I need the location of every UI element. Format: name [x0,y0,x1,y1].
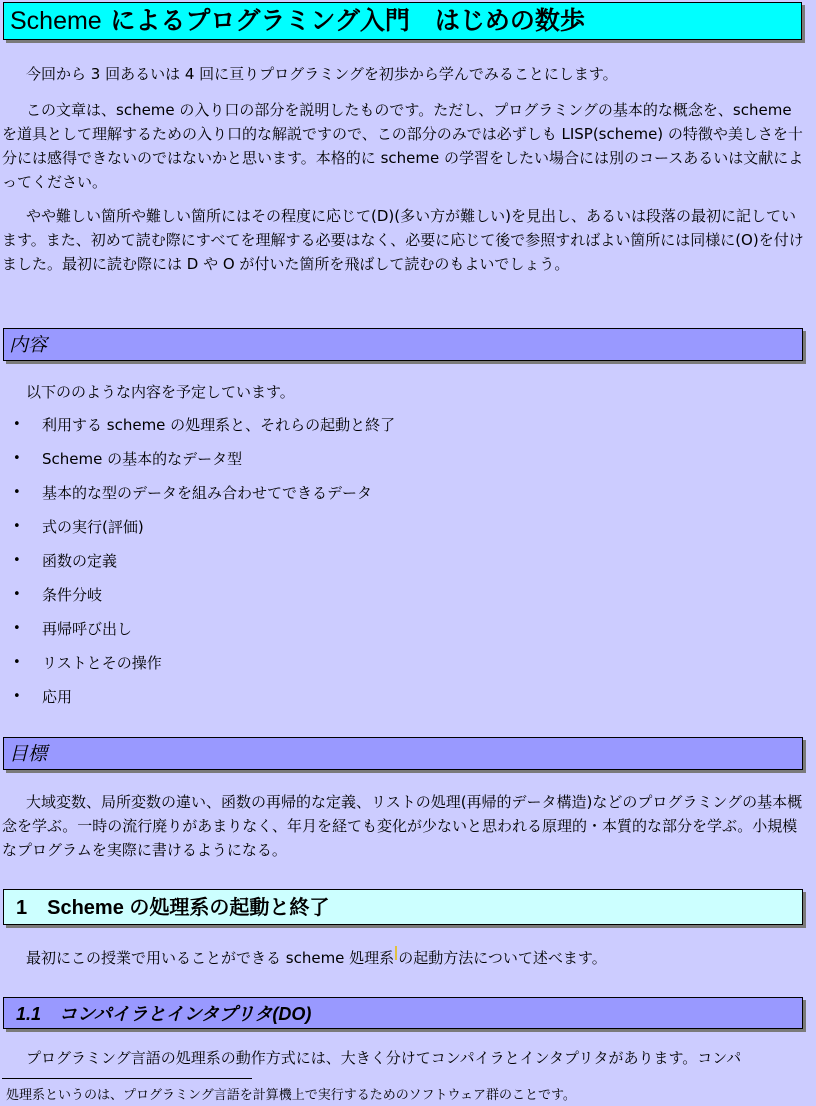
contents-item [0,615,395,649]
footnote-divider [2,1078,252,1079]
goals-paragraph: 大域変数、局所変数の違い、函数の再帰的な定義、リストの処理(再帰的データ構造)などのプログラミングの基本概念を学ぶ。一時の流行廃りがあまりなく、年月を経ても変化が少ないと思われる原理的・本質的な部分を学ぶ。小規模なプログラムを実際に書けるようになる。 [2,793,803,859]
section-1-paragraph: 最初にこの授業で用いることができる scheme 処理系 の起動方法について述べます。 [2,946,810,970]
section-1-1-paragraph: プログラミング言語の処理系の動作方式には、大きく分けてコンパイラとインタプリタがあります。コンパ [26,1049,742,1067]
goals-heading: 目標 [9,743,48,765]
contents-heading: 内容 [9,334,48,356]
goals-heading-box [3,737,803,770]
contents-item-label: 再帰呼び出し [42,620,133,638]
contents-item [0,649,395,683]
section-1-1-heading-box [3,997,803,1029]
contents-item-label: 基本的な型のデータを組み合わせてできるデータ [42,484,373,502]
contents-lead: 以下ののような内容を予定しています。 [26,383,295,401]
bullet-icon: • [13,417,21,432]
contents-item-label: 応用 [42,688,73,706]
contents-item-label: 函数の定義 [42,552,118,570]
footnote-text: 処理系というのは、プログラミング言語を計算機上で実行するためのソフトウェア群のことです。 [6,1088,576,1103]
bullet-icon: • [13,553,21,568]
contents-item-label: 式の実行(評価) [42,518,144,536]
contents-item [0,581,395,615]
bullet-icon: • [13,451,21,466]
contents-heading-box [3,328,803,361]
contents-item [0,513,395,547]
contents-item [0,547,395,581]
intro-paragraph-1: 今回から 3 回あるいは 4 回に亘りプログラミングを初歩から学んでみることにします。 [26,65,618,83]
bullet-icon: • [13,689,21,704]
contents-item-label: Scheme の基本的なデータ型 [42,450,243,468]
intro-paragraph-2: この文章は、scheme の入り口の部分を説明したものです。ただし、プログラミングの基本的な概念を、scheme を道具として理解するための入り口的な解説ですので、この部分のみでは必ずしも LISP(scheme) の特徴や美しさを十分には感得できないのではないかと思います。本格的に scheme の学習をしたい場合には別のコースあるいは文献によってください。 [2,101,804,191]
bullet-icon: • [13,519,21,534]
section-1-heading-box [3,889,803,925]
contents-item-label: リストとその操作 [42,654,162,672]
contents-item [0,411,395,445]
bullet-icon: • [13,621,21,636]
page-title-box [3,2,802,40]
contents-item [0,479,395,513]
section-1-1-heading: 1.1 コンパイラとインタプリタ(DO) [16,1004,312,1024]
page-title: Scheme によるプログラミング入門 はじめの数歩 [10,6,585,35]
contents-item-label: 利用する scheme の処理系と、それらの起動と終了 [42,416,396,434]
bullet-icon: • [13,655,21,670]
bullet-icon: • [13,587,21,602]
footnote-link[interactable] [395,946,397,960]
contents-item-label: 条件分岐 [42,586,103,604]
section-1-heading: 1 Scheme の処理系の起動と終了 [16,897,330,919]
intro-paragraph-3: やや難しい箇所や難しい箇所にはその程度に応じて(D)(多い方が難しい)を見出し、あるいは段落の最初に記しています。また、初めて読む際にすべてを理解する必要はなく、必要に応じて後で参照すればよい箇所には同様に(O)を付けました。最初に読む際には D や O が付いた箇所を飛ばして読むのもよいでしょう。 [2,207,804,273]
contents-list [0,411,395,717]
contents-item [0,445,395,479]
bullet-icon: • [13,485,21,500]
contents-item [0,683,395,717]
